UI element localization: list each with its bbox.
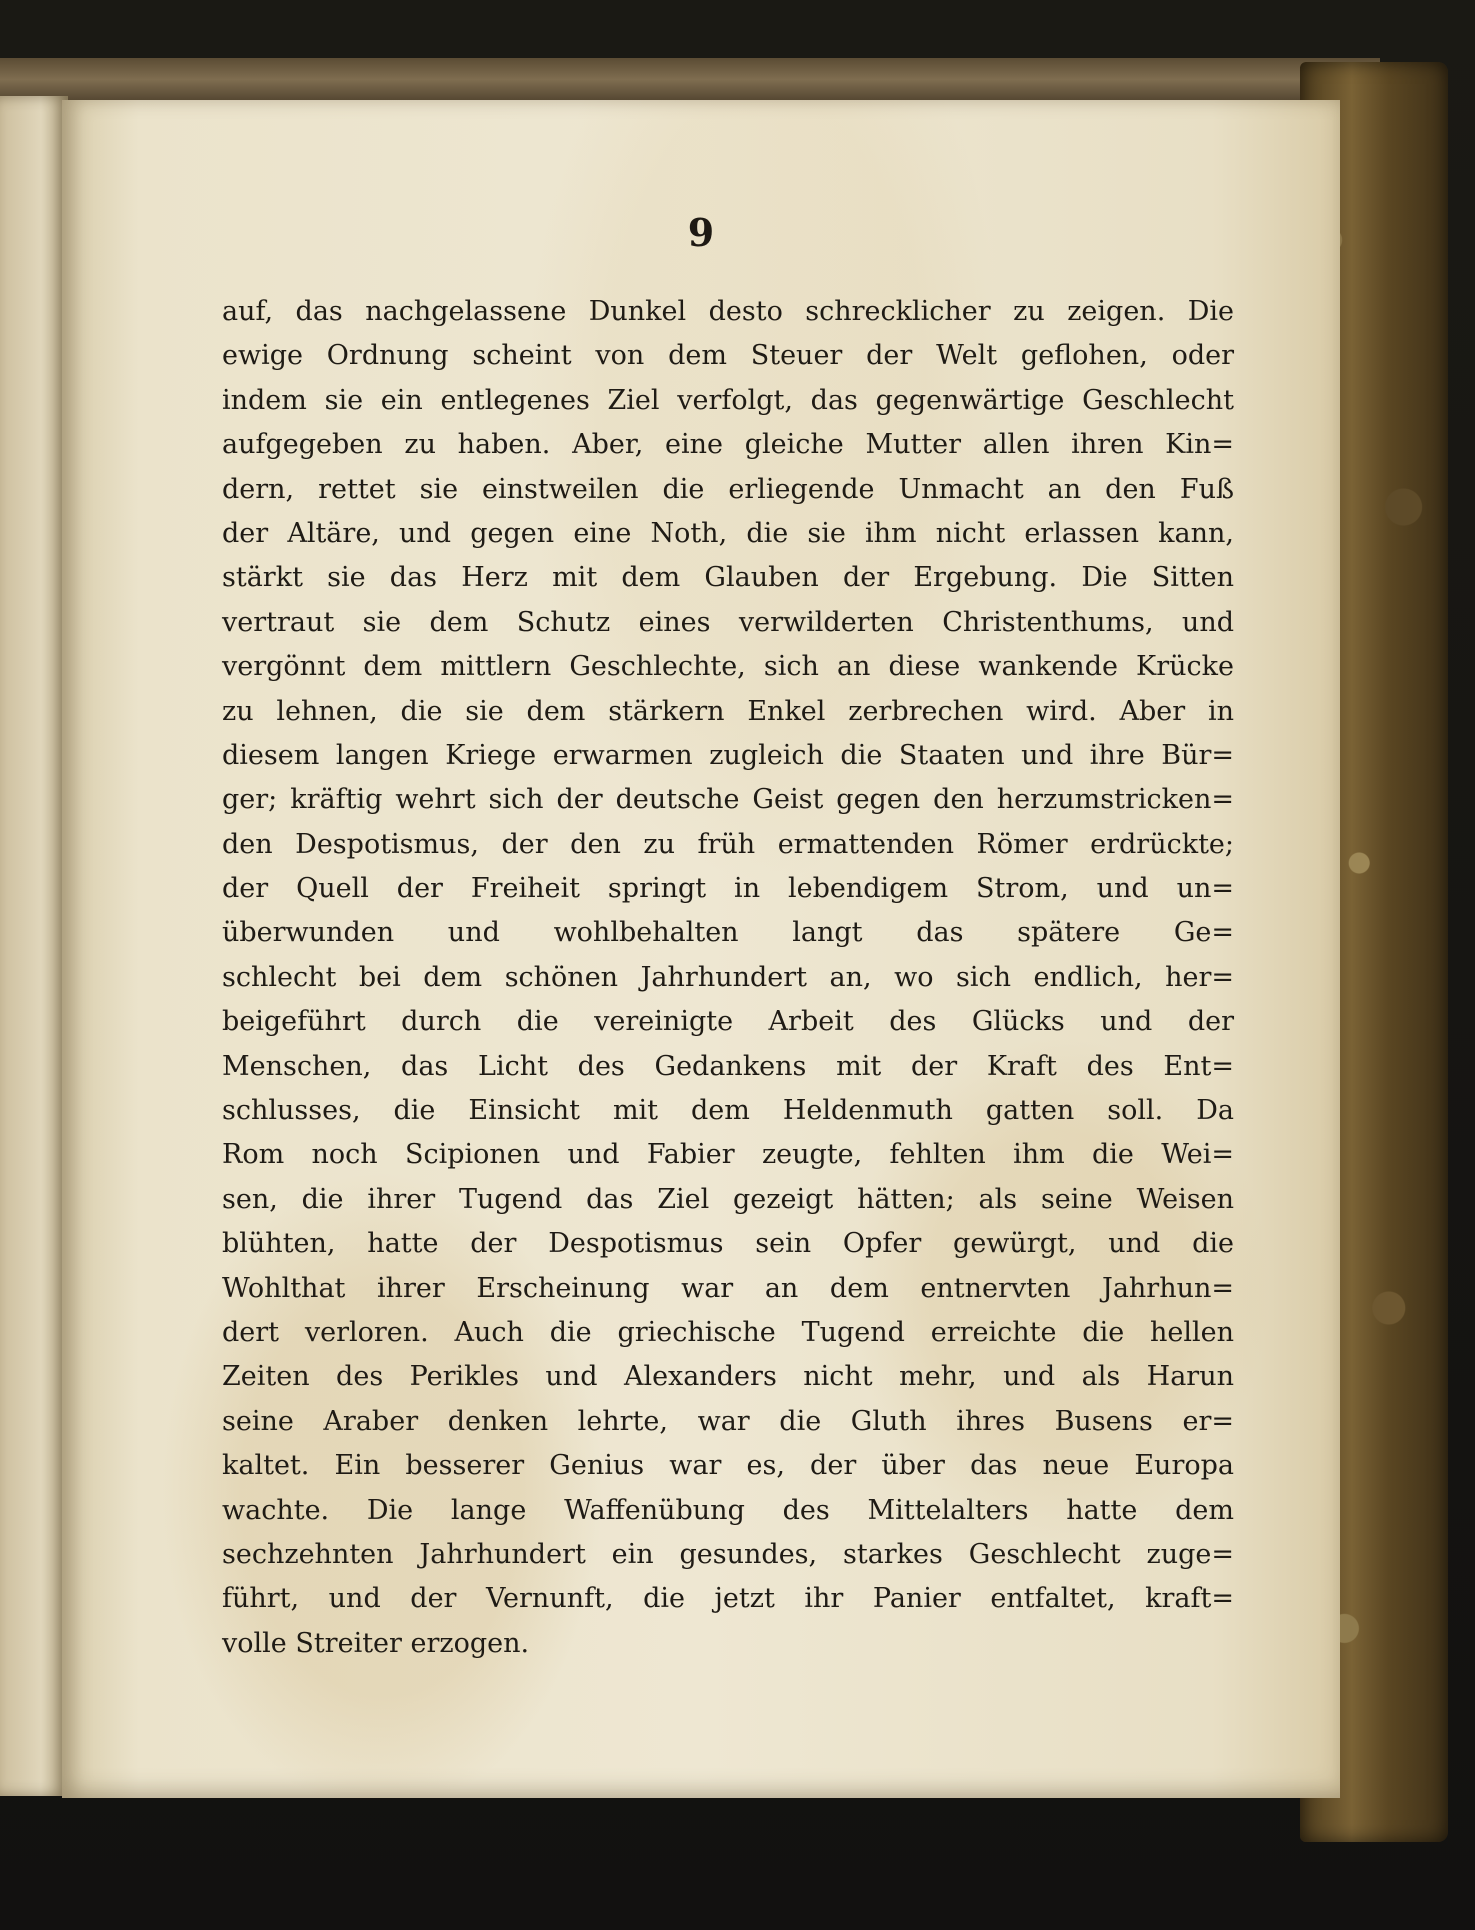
- left-page-edge: [0, 96, 68, 1796]
- text-line: dert verloren. Auch die griechische Tugend erreichte die hellen: [222, 1316, 1234, 1348]
- text-line: der Quell der Freiheit springt in lebendigem Strom, und un=: [222, 873, 1234, 905]
- text-line: kaltet. Ein besserer Genius war es, der über das neue Europa: [222, 1450, 1234, 1482]
- text-line: vertraut sie dem Schutz eines verwilderten Christenthums, und: [222, 606, 1234, 638]
- text-line: Wohlthat ihrer Erscheinung war an dem entnervten Jahrhun=: [222, 1272, 1234, 1304]
- text-line: den Despotismus, der den zu früh ermattenden Römer erdrückte;: [222, 828, 1234, 860]
- text-line: auf, das nachgelassene Dunkel desto schrecklicher zu zeigen. Die: [222, 296, 1234, 327]
- text-line: führt, und der Vernunft, die jetzt ihr Panier entfaltet, kraft=: [222, 1583, 1234, 1615]
- text-line: sechzehnten Jahrhundert ein gesundes, starkes Geschlecht zuge=: [222, 1538, 1234, 1570]
- text-line: zu lehnen, die sie dem stärkern Enkel zerbrechen wird. Aber in: [222, 695, 1234, 727]
- text-line: aufgegeben zu haben. Aber, eine gleiche Mutter allen ihren Kin=: [222, 429, 1234, 461]
- text-line: sen, die ihrer Tugend das Ziel gezeigt hätten; als seine Weisen: [222, 1183, 1234, 1215]
- text-line: volle Streiter erzogen.: [222, 1627, 530, 1659]
- page-text: [222, 290, 1234, 1666]
- text-line: schlecht bei dem schönen Jahrhundert an, wo sich endlich, her=: [222, 961, 1234, 993]
- text-line: stärkt sie das Herz mit dem Glauben der Ergebung. Die Sitten: [222, 562, 1234, 594]
- text-line: ger; kräftig wehrt sich der deutsche Geist gegen den herzumstricken=: [222, 784, 1234, 816]
- text-line: überwunden und wohlbehalten langt das spätere Ge=: [222, 917, 1234, 949]
- book-page: [62, 100, 1340, 1798]
- text-line: diesem langen Kriege erwarmen zugleich die Staaten und ihre Bür=: [222, 739, 1234, 771]
- text-line: schlusses, die Einsicht mit dem Heldenmuth gatten soll. Da: [222, 1095, 1234, 1127]
- text-line: blühten, hatte der Despotismus sein Opfer gewürgt, und die: [222, 1228, 1234, 1260]
- text-line: Rom noch Scipionen und Fabier zeugte, fehlten ihm die Wei=: [222, 1139, 1234, 1171]
- text-line: beigeführt durch die vereinigte Arbeit des Glücks und der: [222, 1006, 1234, 1038]
- text-line: seine Araber denken lehrte, war die Gluth ihres Busens er=: [222, 1405, 1234, 1437]
- text-line: Menschen, das Licht des Gedankens mit der Kraft des Ent=: [222, 1050, 1234, 1082]
- text-line: der Altäre, und gegen eine Noth, die sie ihm nicht erlassen kann,: [222, 517, 1234, 549]
- page-number: 9: [687, 210, 715, 255]
- text-line: vergönnt dem mittlern Geschlechte, sich an diese wankende Krücke: [222, 651, 1234, 683]
- text-line: indem sie ein entlegenes Ziel verfolgt, das gegenwärtige Geschlecht: [222, 384, 1234, 416]
- text-line: wachte. Die lange Waffenübung des Mittelalters hatte dem: [222, 1494, 1234, 1526]
- text-line: dern, rettet sie einstweilen die erliegende Unmacht an den Fuß: [222, 473, 1234, 505]
- text-line: Zeiten des Perikles und Alexanders nicht mehr, und als Harun: [222, 1361, 1234, 1393]
- text-line: ewige Ordnung scheint von dem Steuer der Welt geflohen, oder: [222, 340, 1234, 372]
